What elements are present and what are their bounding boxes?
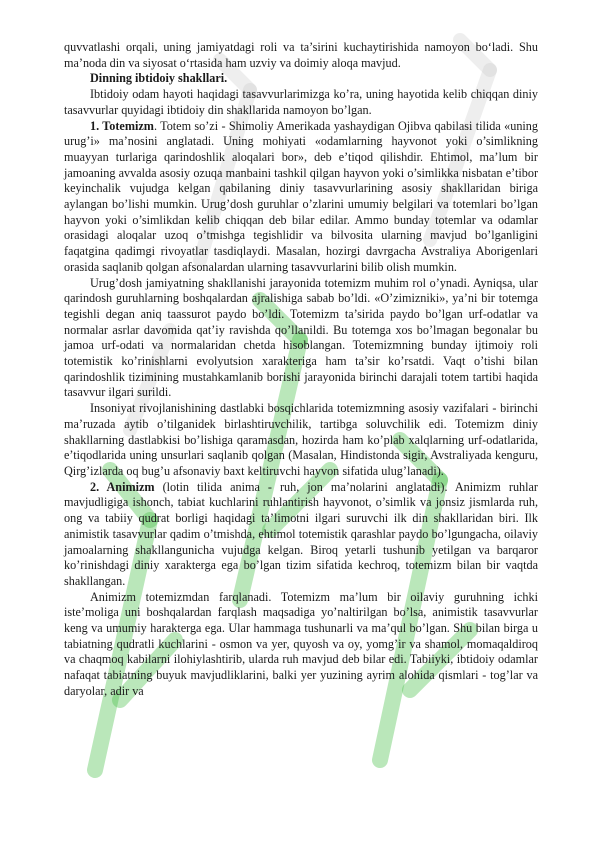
paragraph-0-text: quvvatlashi orqali, uning jamiyatdagi roli va ta’sirini kuchaytirishida namoyon bo‘ladi. Shu ma’noda din va siyosat o‘rtasida ham uzviy va doimiy aloqa mavjud. xyxy=(64,40,538,70)
paragraph-7 xyxy=(64,590,538,700)
paragraph-2 xyxy=(64,87,538,118)
paragraph-animizm xyxy=(64,480,538,590)
section-heading-text: Dinning ibtidoiy shakllari. xyxy=(90,71,228,86)
document-page xyxy=(64,40,538,700)
totemizm-lead: 1. Totemizm xyxy=(90,118,154,133)
paragraph-animizm-text: (lotin tilida anima - ruh, jon ma’nolarini anglatadi). Animizm ruhlar mavjudligiga ishonch, tabiat kuchlarini ruhlantirish hayvonot, o’simlik va jonsiz jismlarda ruh, ong va tabiiy qudrat borligi haqidagi ta’limotni ilgari suruvchi ilk din shakllaridan biri. Ilk animistik tasavvurlar qadim o’tmishda, ehtimol totemistik qarashlar paydo bo’lgungacha, oilaviy jamoalarning shakllangunicha vujudga kelgan. Biroq yetarli tushunib yetilgan va barqaror ko’rinishdagi diniy xarakterga ega bo’lgan tizim sifatida kechroq, totemizm bilan bir vaqtda shakllangan. xyxy=(64,479,538,588)
paragraph-4 xyxy=(64,276,538,402)
paragraph-totemizm xyxy=(64,119,538,276)
section-heading xyxy=(64,71,538,87)
animizm-lead: 2. Animizm xyxy=(90,479,155,494)
paragraph-4-text: Urug’dosh jamiyatning shakllanishi jarayonida totemizm muhim rol o’ynadi. Ayniqsa, ular qarindosh guruhlarning boshqalardan ajralishiga sabab bo’ldi. «O’zimizniki», ya’ni bir totemga tegishli degan aniq taassurot paydo bo’ldi. Totemizm ta’sirida paydo bo’lgan urf-odatlar va normalar asrlar davomida qat’iy ravishda qo’llanildi. Bu totemga xos bo’lmagan begonalar bu jamoa urf-odati va normalaridan chetda hisoblangan. Totemizmning bunday ijtimoiy roli totemistik ko’rinishlarni evolyutsion xarakteriga ham ta’sir ko’rsatdi. Vaqt o’tishi bilan qarindoshlik tizimining mustahkamlanib borishi jarayonida birinchi darajali totem tartibi haqida tasavvur ilgari surildi. xyxy=(64,275,538,400)
paragraph-totemizm-text: . Totem so’zi - Shimoliy Amerikada yashaydigan Ojibva qabilasi tilida «uning urug’i» ma’nosini anglatadi. Uning mohiyati «odamlarning hayvonot yoki o’simlikning muayyan turlariga qarindoshlik aloqalari bor», deb e’tiqod qilishdir. Ehtimol, ma’lum bir jamoaning avvalda asosiy ozuqa manbaini tashkil qilgan hayvon yoki o’simlikka nisbatan e’tibor keyinchalik vujudga kelgan qabilaning diniy tasavvurlarining asosiy shakllaridan biriga aylangan bo’lishi mumkin. Urug’dosh guruhlar o’zlarini umumiy belgilari va totemlari bo’lgan hayvon yoki o’simlikdan kelib chiqqan deb bilar edilar. Ammo bunday totemlar va odamlar orasidagi aloqalar uzoq o’tmishga tegishlidir va bilvosita ularning mavjud bo’lganligini faqatgina qadimgi rivoyatlar tasdiqlaydi. Masalan, hozirgi davrgacha Avstraliya Aborigenlari orasida saqlanib qolgan afsonalardan ularning tasavvurlarini bilib olish mumkin. xyxy=(64,118,538,274)
paragraph-5 xyxy=(64,401,538,480)
paragraph-0 xyxy=(64,40,538,71)
paragraph-2-text: Ibtidoiy odam hayoti haqidagi tasavvurlarimizga ko’ra, uning hayotida kelib chiqqan diniy tasavvurlar quyidagi ibtidoiy din shakllarida namoyon bo’lgan. xyxy=(64,87,538,117)
paragraph-7-text: Animizm totemizmdan farqlanadi. Totemizm ma’lum bir oilaviy guruhning ichki iste’moliga uni boshqalardan farqlash maqsadiga yo’naltirilgan bo’lsa, animistik tasavvurlar keng va umumiy harakterga ega. Ular hammaga tushunarli va ma’qul bo’lgan. Shu bilan birga u tabiatning qudratli kuchlarini - osmon va yer, quyosh va oy, yomg’ir va shamol, momaqaldiroq va chaqmoq kabilarni ilohiylashtirib, ularda ruh mavjud deb bilar edi. Tabiiyki, ibtidoiy odamlar nafaqat tabiatning buyuk mavjudliklarini, balki yer yuzining ayrim alohida qismlari - tog’lar va daryolar, adir va xyxy=(64,589,538,698)
paragraph-5-text: Insoniyat rivojlanishining dastlabki bosqichlarida totemizmning asosiy vazifalari - birinchi ma’ruzada aytib o’tilganidek birlashtiruvchilik, tartibga soluvchilik edi. Totemizm diniy shakllarning dastlabkisi bo’lishiga qaramasdan, hozirda ham ko’plab xalqlarning urf-odatlarida, e’tiqodlarida uning unsurlari saqlanib qolgan (Masalan, Hindistonda sigir, Avstraliyada kenguru, Qirg’izlarda oq bug’u afsonaviy baxt keltiruvchi hayvon sifatida ulug’lanadi). xyxy=(64,401,538,478)
